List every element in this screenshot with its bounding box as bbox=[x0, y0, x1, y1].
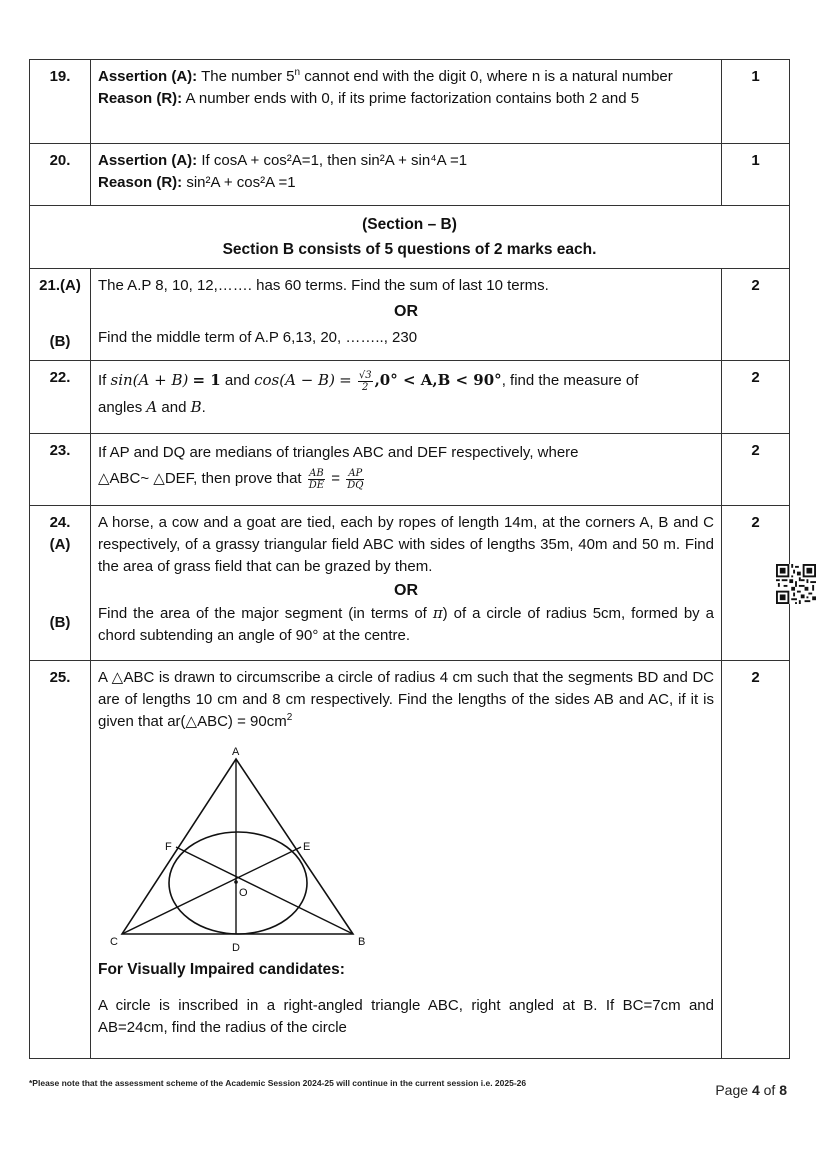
assertion-exponent: n bbox=[294, 67, 301, 78]
marks: 2 bbox=[751, 514, 760, 531]
q23-fraction-ap-dq bbox=[346, 468, 364, 491]
section-subtitle: Section B consists of 5 questions of 2 marks each. bbox=[222, 241, 597, 258]
pi-symbol: π bbox=[432, 604, 443, 622]
q22-line2-pre: angles bbox=[98, 399, 143, 416]
page-total: 8 bbox=[779, 1082, 787, 1098]
line-bf bbox=[176, 847, 353, 934]
assertion-text: If cosA + cos²A=1, then sin²A + sin⁴A =1 bbox=[201, 152, 468, 169]
assertion-text-pre: The number 5 bbox=[201, 68, 295, 85]
q22-equals-one: = 1 bbox=[192, 371, 221, 389]
reason-label: Reason (R): bbox=[98, 90, 183, 107]
q22-sin-expression: sin(A + B) bbox=[110, 371, 189, 389]
incircle-triangle-figure bbox=[108, 743, 368, 953]
question-number-a: 24. bbox=[49, 514, 71, 531]
marks: 2 bbox=[751, 442, 760, 459]
label-c: C bbox=[110, 936, 118, 948]
question-row-21 bbox=[30, 269, 790, 361]
page-number bbox=[715, 1082, 787, 1098]
assertion-label: Assertion (A): bbox=[98, 152, 198, 169]
fraction-numerator: AP bbox=[346, 468, 364, 480]
question-25-exponent: 2 bbox=[286, 712, 293, 723]
label-d: D bbox=[232, 942, 240, 953]
center-point bbox=[234, 880, 238, 884]
question-21b-text: Find the middle term of A.P 6,13, 20, …….., 230 bbox=[98, 329, 418, 346]
question-row-24 bbox=[30, 506, 790, 661]
line-ce bbox=[122, 847, 301, 934]
question-24a-text: A horse, a cow and a goat are tied, each by ropes of length 14m, at the corners A, B and C respectively, of a grassy triangular field ABC with sides of lengths 35m, 40m and 50 m. Find the area of grass field that can be grazed by them. bbox=[98, 514, 714, 575]
fraction-numerator: AB bbox=[309, 467, 324, 479]
or-separator: OR bbox=[394, 582, 418, 599]
question-number: 19. bbox=[49, 68, 71, 85]
label-f: F bbox=[165, 841, 172, 853]
question-21a-text: The A.P 8, 10, 12,……. has 60 terms. Find the sum of last 10 terms. bbox=[98, 277, 549, 294]
q22-fraction bbox=[358, 370, 373, 393]
label-b: B bbox=[358, 936, 366, 948]
q22-and: and bbox=[224, 372, 250, 389]
q22-cos-expression: cos(A − B) bbox=[254, 371, 335, 389]
label-e: E bbox=[303, 841, 311, 853]
question-row-19 bbox=[30, 60, 790, 144]
question-row-20 bbox=[30, 144, 790, 206]
question-row-23 bbox=[30, 434, 790, 506]
question-row-22 bbox=[30, 361, 790, 434]
footnote: *Please note that the assessment scheme of the Academic Session 2024-25 will continue in the current session i.e. 2025-26 bbox=[29, 1078, 527, 1088]
page-of: of bbox=[763, 1082, 776, 1098]
triangle-abc bbox=[122, 759, 353, 934]
visually-impaired-text: A circle is inscribed in a right-angled triangle ABC, right angled at B. If BC=7cm and AB=24cm, find the radius of the circle bbox=[98, 997, 714, 1036]
question-number-b: (B) bbox=[49, 333, 71, 350]
fraction-numerator: √3 bbox=[358, 369, 372, 381]
question-number-a-label: (A) bbox=[49, 536, 71, 553]
question-24b-text-pre: Find the area of the major segment (in terms of bbox=[98, 605, 427, 622]
label-o: O bbox=[239, 887, 248, 899]
question-number: 25. bbox=[49, 669, 71, 686]
q23-line2: △ABC~ △DEF, then prove that bbox=[98, 470, 302, 487]
question-25-text: A △ABC is drawn to circumscribe a circle of radius 4 cm such that the segments BD and DC are of lengths 10 cm and 8 cm respectively. Find the lengths of the sides AB and AC, if it is given that ar(△ABC) = 90cm bbox=[98, 669, 714, 730]
assertion-text-post: cannot end with the digit 0, where n is a natural number bbox=[300, 68, 673, 85]
q22-angle-range: ,0° < A,B < 90° bbox=[374, 371, 502, 389]
q23-equals: = bbox=[331, 470, 341, 487]
q22-equals: = bbox=[339, 371, 352, 389]
q22-var-b: B bbox=[190, 398, 202, 416]
fraction-denominator: 2 bbox=[362, 381, 369, 393]
q22-var-a: A bbox=[146, 398, 158, 416]
marks: 1 bbox=[751, 152, 760, 169]
question-number-b: (B) bbox=[49, 614, 71, 631]
page-prefix: Page bbox=[715, 1082, 749, 1098]
page-current: 4 bbox=[751, 1082, 760, 1098]
qr-code-icon bbox=[776, 564, 816, 604]
visually-impaired-heading: For Visually Impaired candidates: bbox=[98, 961, 345, 978]
reason-text: A number ends with 0, if its prime factorization contains both 2 and 5 bbox=[185, 90, 640, 107]
question-24b-text-post: ) of a circle of radius 5cm, formed by a chord subtending an angle of 90° at the centre. bbox=[98, 605, 714, 644]
incircle bbox=[169, 832, 307, 934]
label-a: A bbox=[232, 746, 240, 758]
question-number: 23. bbox=[49, 442, 71, 459]
fraction-denominator: DQ bbox=[347, 479, 364, 491]
q22-tail-text: , find the measure of bbox=[501, 372, 639, 389]
reason-label: Reason (R): bbox=[98, 174, 183, 191]
reason-text: sin²A + cos²A =1 bbox=[186, 174, 296, 191]
question-table bbox=[29, 59, 790, 1059]
question-number: 20. bbox=[49, 152, 71, 169]
marks: 2 bbox=[751, 369, 760, 386]
or-separator: OR bbox=[394, 303, 418, 320]
marks: 2 bbox=[751, 669, 760, 686]
q22-line2-and: and bbox=[161, 399, 187, 416]
marks: 1 bbox=[751, 68, 760, 85]
question-number-a: 21.(A) bbox=[39, 277, 81, 294]
assertion-label: Assertion (A): bbox=[98, 68, 198, 85]
fraction-denominator: DE bbox=[308, 479, 325, 491]
q22-line2-end: . bbox=[201, 399, 206, 416]
section-title: (Section – B) bbox=[362, 216, 457, 233]
marks: 2 bbox=[751, 277, 760, 294]
question-row-25 bbox=[30, 661, 790, 1059]
q23-fraction-ab-de bbox=[308, 468, 325, 491]
question-number: 22. bbox=[49, 369, 71, 386]
section-b-header bbox=[30, 206, 790, 269]
q23-line1: If AP and DQ are medians of triangles ABC and DEF respectively, where bbox=[98, 444, 579, 461]
q22-if: If bbox=[98, 372, 107, 389]
